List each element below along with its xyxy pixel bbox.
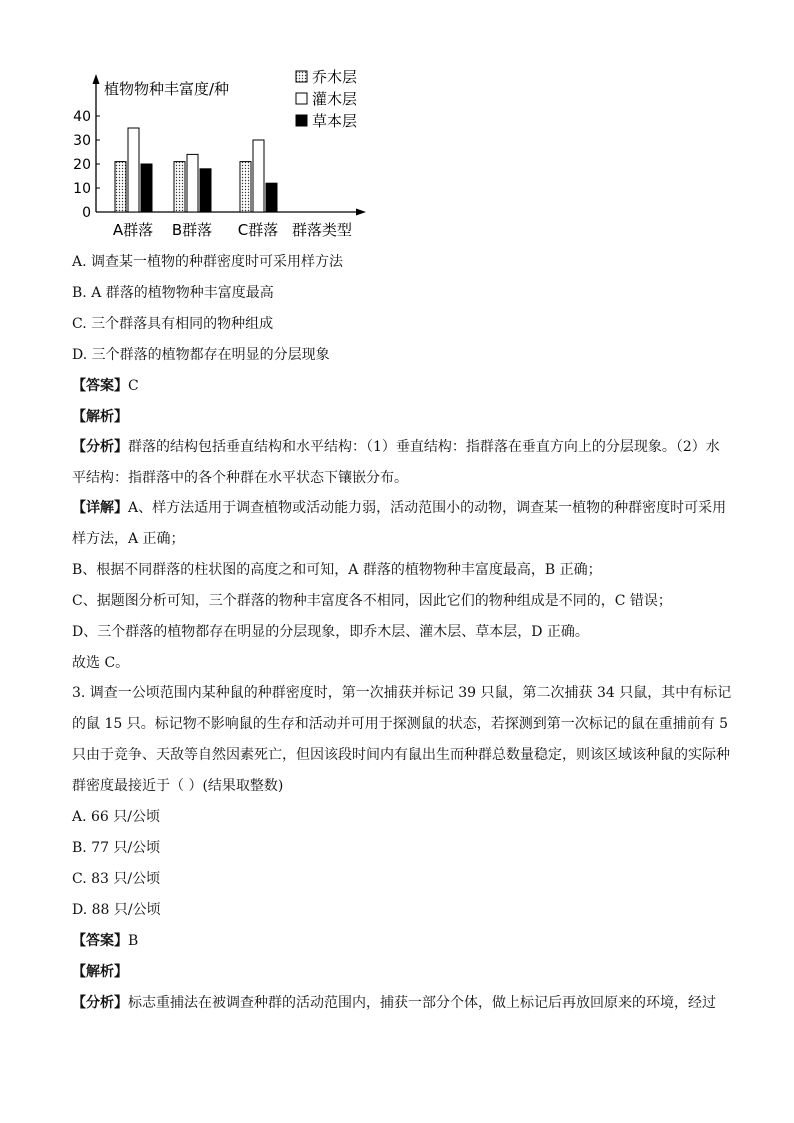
bar bbox=[115, 162, 126, 212]
bar bbox=[253, 140, 264, 212]
legend-swatch bbox=[296, 93, 307, 104]
q2-option-b: B. A 群落的植物物种丰富度最高 bbox=[72, 285, 274, 301]
q2-detail-d: D、三个群落的植物都存在明显的分层现象，即乔木层、灌木层、草本层，D 正确。 bbox=[72, 624, 589, 640]
xiangjie-text: A、样方法适用于调查植物或活动能力弱，活动范围小的动物，调查某一植物的种群密度时可采用样方法，A 正确； bbox=[72, 500, 727, 547]
q2-detail-b: B、根据不同群落的柱状图的高度之和可知，A 群落的植物物种丰富度最高，B 正确； bbox=[72, 562, 602, 578]
q3-option-b: B. 77 只/公顷 bbox=[72, 840, 161, 856]
fenxi-tag: 【分析】 bbox=[72, 995, 128, 1011]
answer-value: C bbox=[128, 378, 139, 394]
x-axis-arrow bbox=[356, 209, 366, 216]
q3-answer bbox=[72, 932, 732, 950]
fenxi-tag: 【分析】 bbox=[72, 439, 128, 455]
q2-option-d: D. 三个群落的植物都存在明显的分层现象 bbox=[72, 347, 330, 363]
q2-option-c: C. 三个群落具有相同的物种组成 bbox=[72, 316, 274, 332]
q2-answer bbox=[72, 377, 732, 395]
bar bbox=[200, 169, 211, 212]
answer-tag: 【答案】 bbox=[72, 933, 128, 949]
q3-stem: 3. 调查一公顷范围内某种鼠的种群密度时，第一次捕获并标记 39 只鼠，第二次捕获 34 只鼠，其中有标记的鼠 15 只。标记物不影响鼠的生存和活动并可用于探测鼠的状态，若探测到第一次标记的鼠在重捕前有 5 只由于竞争、天敌等自然因素死亡，但因该段时间内有鼠出生而种群总数量稳定，则该区域该种鼠的实际种群密度最接近于（ ）(结果取整数) bbox=[72, 685, 732, 794]
y-tick-label: 0 bbox=[82, 205, 91, 221]
legend-label: 乔木层 bbox=[312, 68, 358, 86]
bar bbox=[240, 162, 251, 212]
bar bbox=[174, 162, 185, 212]
bar-chart bbox=[70, 62, 370, 248]
q2-detail-c: C、据题图分析可知，三个群落的物种丰富度各不相同，因此它们的物种组成是不同的，C 错误； bbox=[72, 593, 672, 609]
x-axis-label: 群落类型 bbox=[291, 221, 353, 239]
bar bbox=[128, 128, 139, 212]
analysis-tag: 【解析】 bbox=[72, 964, 128, 980]
q2-option-a: A. 调查某一植物的种群密度时可采用样方法 bbox=[72, 254, 344, 270]
bar bbox=[141, 164, 152, 212]
fenxi-text: 群落的结构包括垂直结构和水平结构：（1）垂直结构：指群落在垂直方向上的分层现象。（2）水平结构：指群落中的各个种群在水平状态下镶嵌分布。 bbox=[72, 439, 720, 486]
analysis-tag: 【解析】 bbox=[72, 409, 128, 425]
y-tick-label: 40 bbox=[73, 109, 91, 125]
q2-xiangjie bbox=[72, 493, 732, 555]
q3-option-c: C. 83 只/公顷 bbox=[72, 871, 161, 887]
y-tick-label: 30 bbox=[73, 133, 91, 149]
q2-fenxi bbox=[72, 432, 732, 494]
q3-fenxi bbox=[72, 994, 732, 1012]
y-axis-label: 植物物种丰富度/种 bbox=[104, 80, 230, 98]
q3-option-a: A. 66 只/公顷 bbox=[72, 809, 160, 825]
answer-tag: 【答案】 bbox=[72, 378, 128, 394]
legend-swatch bbox=[296, 71, 307, 82]
x-tick-label: C群落 bbox=[237, 221, 279, 239]
q3-analysis-heading bbox=[72, 963, 732, 981]
answer-value: B bbox=[128, 933, 139, 949]
xiangjie-tag: 【详解】 bbox=[72, 500, 128, 516]
bar bbox=[187, 154, 198, 212]
y-tick-label: 20 bbox=[73, 157, 91, 173]
content bbox=[72, 253, 732, 1025]
q2-analysis-heading bbox=[72, 408, 732, 426]
legend-swatch bbox=[296, 115, 307, 126]
q3-option-d: D. 88 只/公顷 bbox=[72, 902, 161, 918]
y-tick-label: 10 bbox=[73, 181, 91, 197]
q2-conclusion: 故选 C。 bbox=[72, 655, 130, 671]
legend-label: 灌木层 bbox=[312, 90, 358, 108]
bar bbox=[266, 183, 277, 212]
fenxi-text: 标志重捕法在被调查种群的活动范围内，捕获一部分个体，做上标记后再放回原来的环境，经过 bbox=[128, 995, 716, 1011]
x-tick-label: B群落 bbox=[171, 221, 213, 239]
x-tick-label: A群落 bbox=[112, 221, 154, 239]
chart-svg bbox=[70, 62, 370, 248]
legend-label: 草本层 bbox=[312, 112, 358, 130]
y-axis-arrow bbox=[93, 74, 100, 84]
